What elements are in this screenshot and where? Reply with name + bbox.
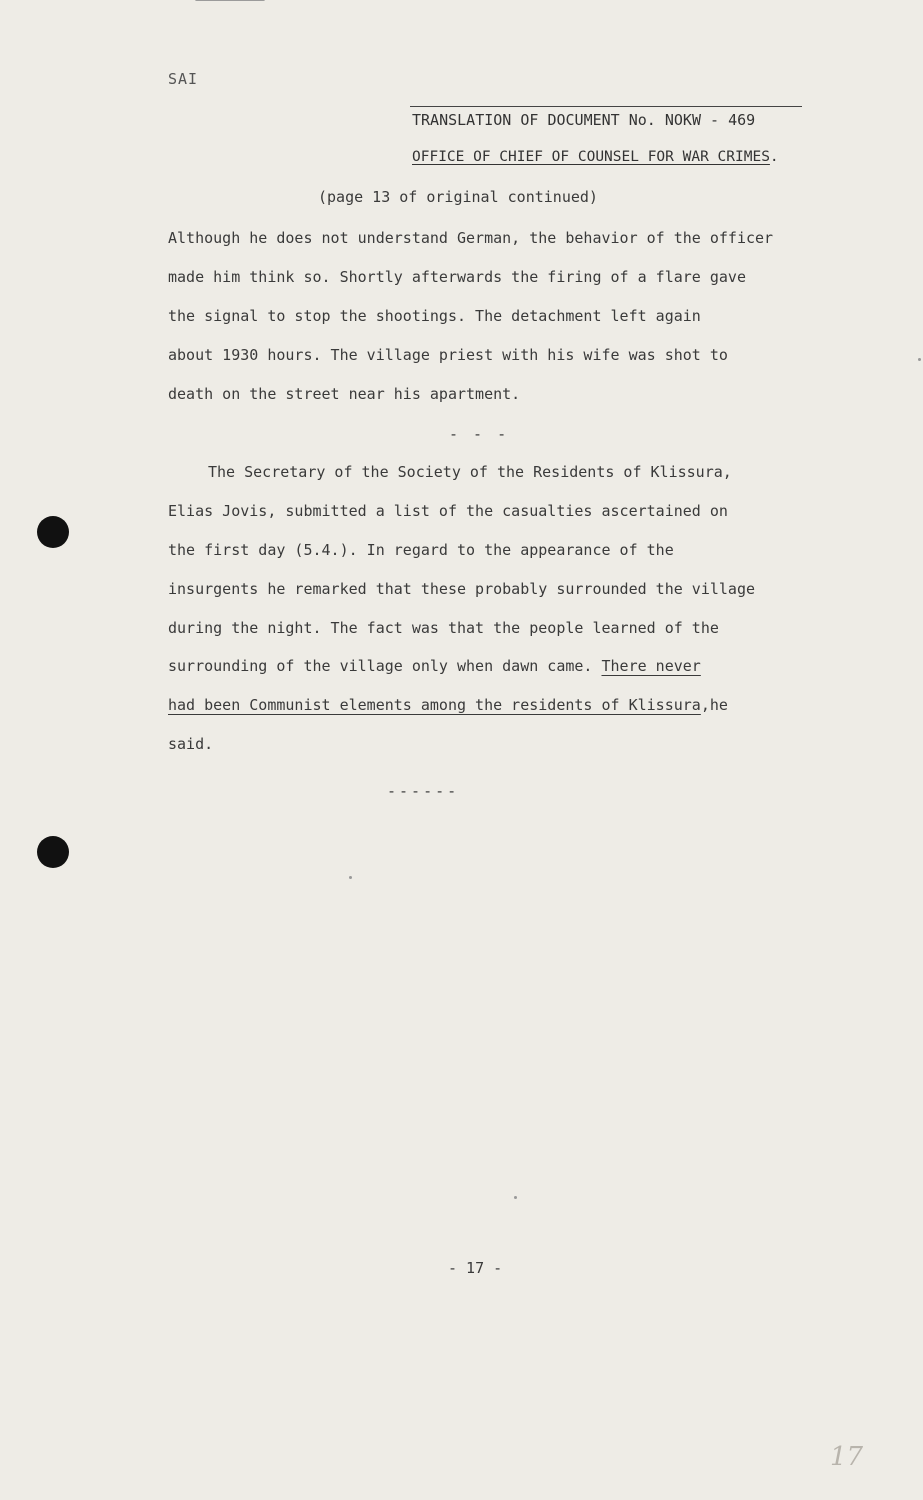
paragraph-line: the signal to stop the shootings. The detachment left again bbox=[168, 306, 701, 325]
paragraph-line bbox=[168, 686, 848, 725]
paragraph-line: the first day (5.4.). In regard to the appearance of the bbox=[168, 540, 674, 559]
page-continuation-note: (page 13 of original continued) bbox=[318, 188, 598, 206]
line-text: surrounding of the village only when dawn came. bbox=[168, 657, 602, 676]
paragraph-line: during the night. The fact was that the people learned of the bbox=[168, 618, 719, 637]
paragraph-line: made him think so. Shortly afterwards the firing of a flare gave bbox=[168, 267, 746, 286]
paragraph-line: death on the street near his apartment. bbox=[168, 384, 521, 403]
office-heading bbox=[412, 149, 779, 165]
paper-speck bbox=[918, 358, 921, 361]
page-number: - 17 - bbox=[448, 1259, 503, 1277]
line-text: ,he bbox=[700, 696, 728, 715]
punch-hole bbox=[37, 516, 69, 548]
paragraph-2 bbox=[168, 453, 848, 764]
paragraph-line: The Secretary of the Society of the Residents of Klissura, bbox=[208, 463, 732, 481]
paragraph-1 bbox=[168, 219, 848, 413]
end-separator: ------ bbox=[387, 782, 460, 800]
office-heading-period: . bbox=[769, 149, 779, 165]
translation-document-number: TRANSLATION OF DOCUMENT No. NOKW - 469 bbox=[412, 111, 756, 129]
underlined-text: There never bbox=[601, 657, 701, 676]
section-separator: - - - bbox=[449, 425, 510, 443]
paragraph-line: Although he does not understand German, the behavior of the officer bbox=[168, 229, 774, 247]
typist-initials: SAI bbox=[168, 70, 199, 88]
paragraph-line: about 1930 hours. The village priest with his wife was shot to bbox=[168, 345, 728, 364]
paragraph-line bbox=[168, 647, 848, 686]
punch-hole bbox=[37, 836, 69, 868]
paper-speck bbox=[514, 1196, 517, 1199]
header-rule bbox=[410, 106, 802, 107]
paragraph-line: Elias Jovis, submitted a list of the casualties ascertained on bbox=[168, 501, 728, 520]
underlined-text: had been Communist elements among the residents of Klissura bbox=[168, 696, 701, 715]
paragraph-line: said. bbox=[168, 735, 214, 754]
paragraph-line: insurgents he remarked that these probably surrounded the village bbox=[168, 579, 755, 598]
paper-speck bbox=[349, 876, 352, 879]
handwritten-page-number: 17 bbox=[830, 1442, 864, 1472]
office-heading-text: OFFICE OF CHIEF OF COUNSEL FOR WAR CRIMES bbox=[412, 149, 770, 165]
binder-mark bbox=[195, 0, 265, 1]
